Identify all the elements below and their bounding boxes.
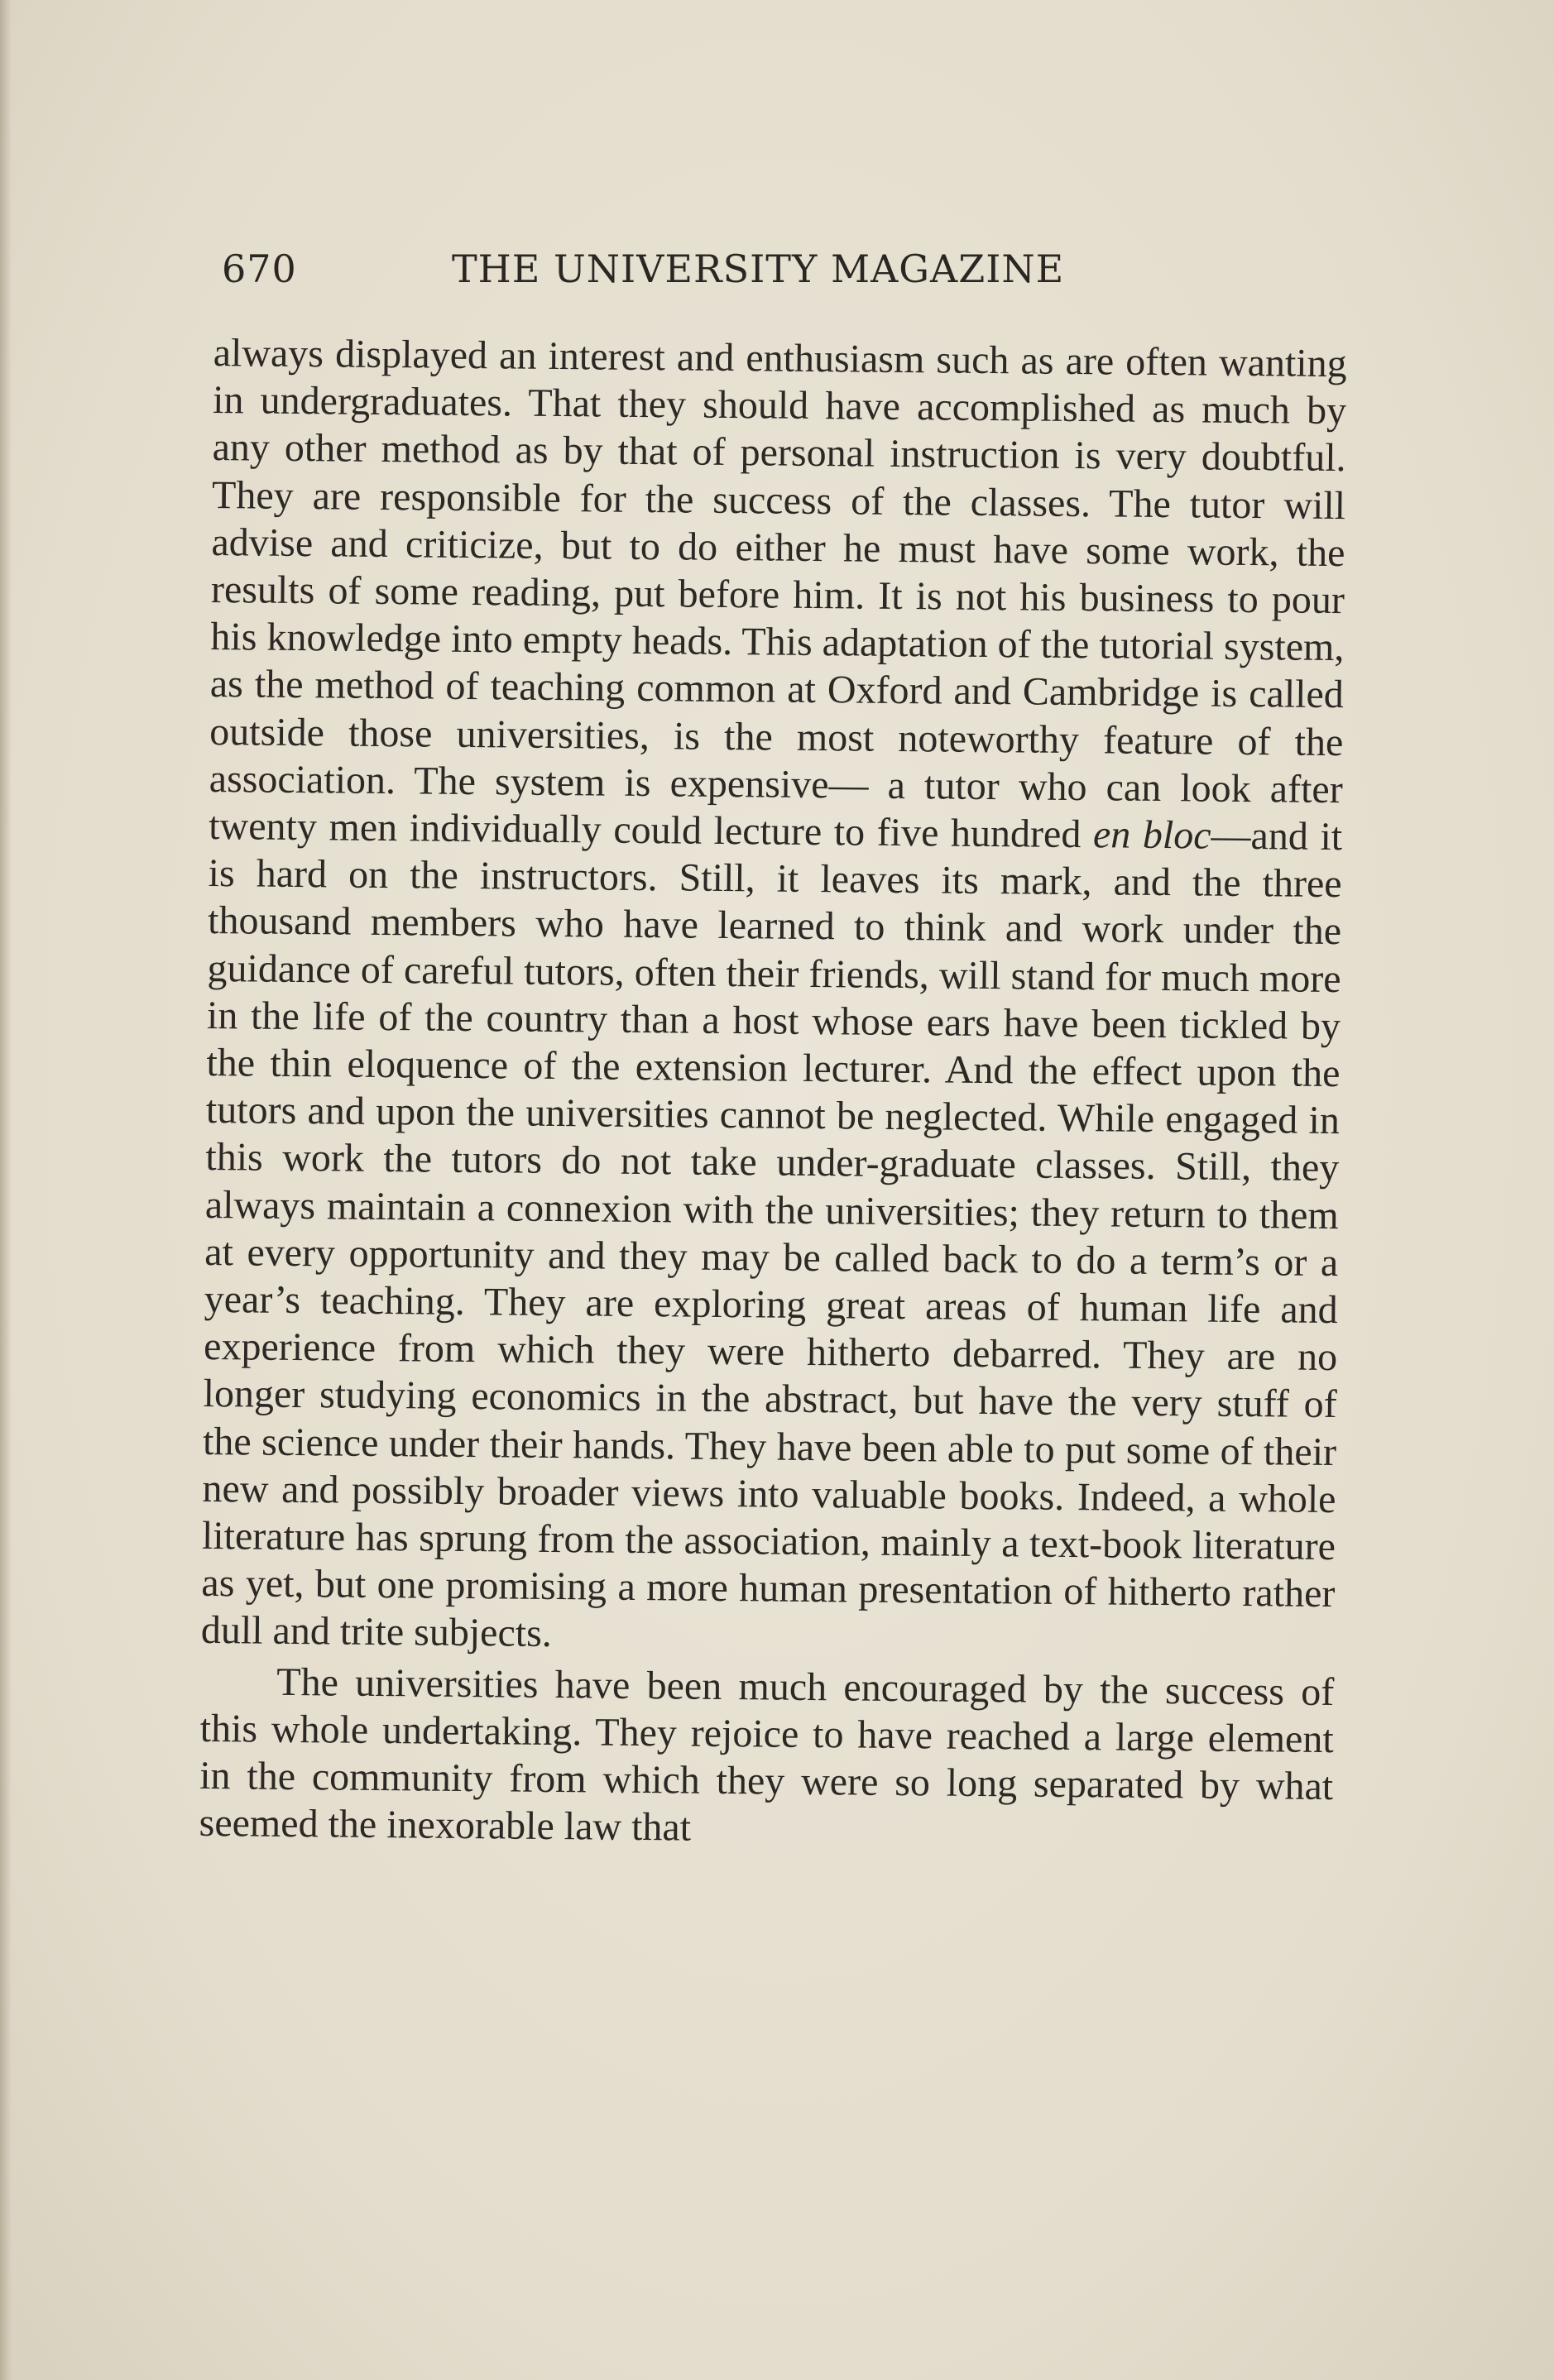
paragraph-1-part-a: always displayed an interest and enthusiasm such as are often wanting in undergraduates. That they should have accomplished as much by any other method as by that of personal instruction is very doubtful. They are responsible for the success of the classes. The tutor will advise and criticize, but to do either he must have some work, the results of some reading, put before him. It is not his business to pour his knowledge into empty heads. This adaptation of the tutorial system, as the method of teaching common at Oxford and Cambridge is called outside those universities, is the most noteworthy feature of the association. The system is expensive— a tutor who can look after twenty men individually could lecture to five hundred (208, 330, 1347, 857)
paragraph-2: The universities have been much encouraged by the success of this whole undertaking. They rejoice to have reached a large element in the community from which they were so long separated by what seemed the inexorable law that (199, 1659, 1335, 1850)
paragraph-1-part-b: —and it is hard on the instructors. Still, it leaves its mark, and the three thousand members who have learned to think and work under the guidance of careful tutors, often their friends, will stand for much more in the life of the country than a host whose ears have been tickled by the thin eloquence of the extension lecturer. And the effect upon the tutors and upon the universities cannot be neglected. While engaged in this work the tutors do not take under-graduate classes. Still, they always maintain a connexion with the universities; they return to them at every opportunity and they may be called back to do a term’s or a year’s teaching. They are exploring great areas of human life and experience from which they were hitherto debarred. They are no longer studying economics in the abstract, but have the very stuff of the science under their hands. They have been able to put some of their new and possibly broader views into valuable books. Indeed, a whole literature has sprung from the association, mainly a text-book literature as yet, but one promising a more human presentation of hitherto rather dull and trite subjects. (200, 813, 1343, 1656)
page-left-edge-shadow (0, 0, 12, 2380)
running-head-title: THE UNIVERSITY MAGAZINE (452, 247, 1065, 291)
running-head (222, 247, 1347, 296)
page-number: 670 (222, 247, 297, 291)
body-text (199, 329, 1347, 1858)
paragraph-1 (201, 329, 1347, 1665)
italic-phrase-en-bloc: en bloc (1092, 812, 1211, 858)
